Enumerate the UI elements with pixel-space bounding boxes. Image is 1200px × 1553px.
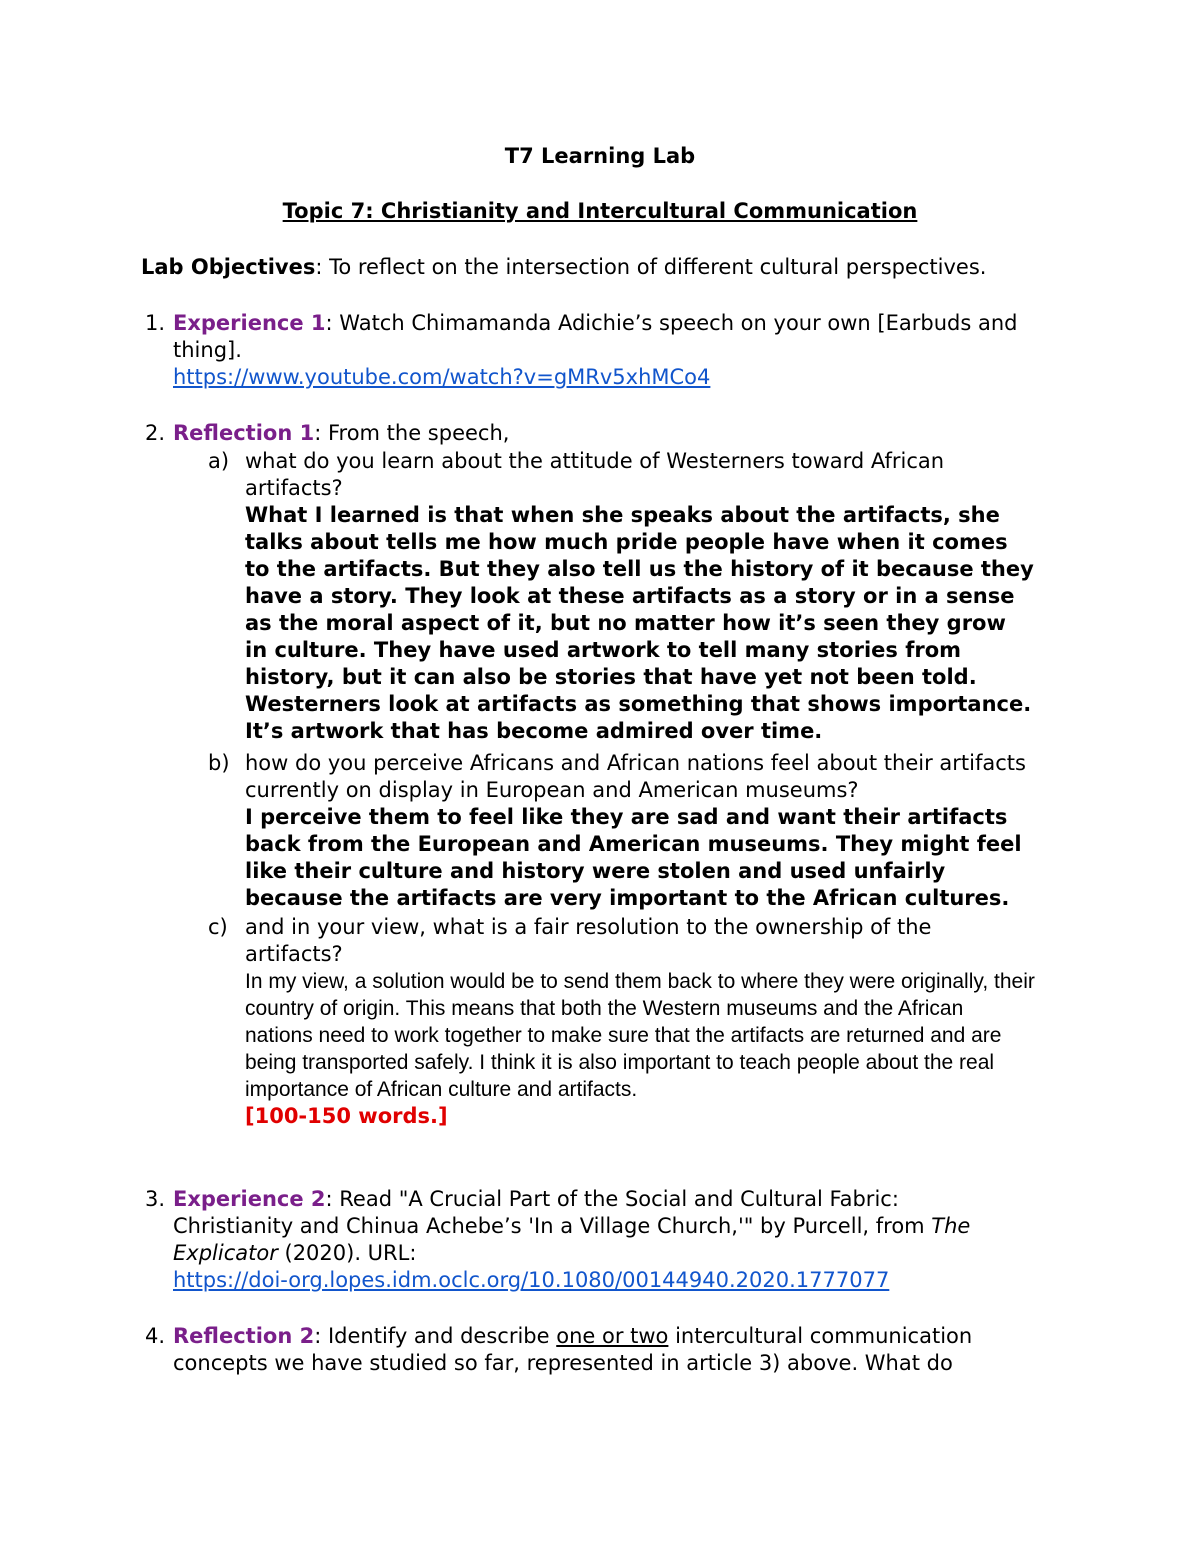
experience-2-label: Experience 2 xyxy=(173,1187,326,1211)
lab-objectives xyxy=(141,252,986,282)
list-item-experience-1 xyxy=(145,310,1073,391)
sub-item-a xyxy=(208,448,1035,745)
sub-item-c xyxy=(208,914,1035,1130)
journal-title: The Explicator xyxy=(173,1214,971,1265)
document-title: T7 Learning Lab xyxy=(504,144,696,168)
youtube-link[interactable]: https://www.youtube.com/watch?v=gMRv5xhMCo4 xyxy=(173,365,711,389)
answer-a: What I learned is that when she speaks about the artifacts, she talks about tells me how much pride people have when it comes to the artifacts. But they also tell us the history of it because they have a story. They look at these artifacts as a story or in a sense as the moral aspect of it, but no matter how it’s seen they grow in culture. They have used artwork to tell many stories from history, but it can also be stories that have yet not been told. Westerners look at artifacts as something that shows importance. It’s artwork that has become admired over time. xyxy=(245,503,1034,743)
reflection-1-label: Reflection 1 xyxy=(173,421,315,445)
list-item-experience-2 xyxy=(145,1186,1003,1294)
item-number: 2. xyxy=(145,421,166,445)
reflection-2-label: Reflection 2 xyxy=(173,1324,315,1348)
question-c: and in your view, what is a fair resolution to the ownership of the artifacts? xyxy=(245,915,932,966)
experience-1-label: Experience 1 xyxy=(173,311,326,335)
sub-item-letter: b) xyxy=(208,751,230,775)
doi-link[interactable]: https://doi-org.lopes.idm.oclc.org/10.1080/00144940.2020.1777077 xyxy=(173,1268,890,1292)
question-a: what do you learn about the attitude of Westerners toward African artifacts? xyxy=(245,449,945,500)
sub-item-b xyxy=(208,750,1045,912)
lab-objectives-text: : To reflect on the intersection of different cultural perspectives. xyxy=(315,255,987,279)
item-number: 3. xyxy=(145,1187,166,1211)
answer-c: In my view, a solution would be to send them back to where they were originally, their country of origin. This means that both the Western museums and the African nations need to work together to make sure that the artifacts are returned and are being transported safely. I think it is also important to teach people about the real importance of African culture and artifacts. xyxy=(245,970,1035,1101)
list-item-reflection-1 xyxy=(145,420,1073,447)
reflection-2-text-before: : Identify and describe xyxy=(314,1324,557,1348)
lab-objectives-label: Lab Objectives xyxy=(141,255,316,279)
answer-b: I perceive them to feel like they are sad and want their artifacts back from the European and American museums. They might feel like their culture and history were stolen and used unfairly because the artifacts are very important to the African cultures. xyxy=(245,805,1022,910)
reflection-2-underlined: one or two xyxy=(556,1324,669,1348)
word-count-note: [100-150 words.] xyxy=(245,1104,448,1128)
experience-2-text-after: (2020). URL: xyxy=(277,1241,417,1265)
reflection-1-text: : From the speech, xyxy=(314,421,510,445)
question-b: how do you perceive Africans and African nations feel about their artifacts currently on display in European and American museums? xyxy=(245,751,1026,802)
item-number: 1. xyxy=(145,311,166,335)
item-number: 4. xyxy=(145,1324,166,1348)
list-item-reflection-2 xyxy=(145,1323,1003,1377)
experience-1-text: : Watch Chimamanda Adichie’s speech on your own [Earbuds and thing]. xyxy=(173,311,1018,362)
sub-item-letter: a) xyxy=(208,449,230,473)
sub-item-letter: c) xyxy=(208,915,228,939)
experience-2-text-before: : Read "A Crucial Part of the Social and Cultural Fabric: Christianity and Chinua Achebe’s 'In a Village Church,'" by Purcell, from xyxy=(173,1187,932,1238)
topic-heading: Topic 7: Christianity and Intercultural Communication xyxy=(282,199,918,223)
reflection-2-text-after: intercultural communication concepts we have studied so far, represented in article 3) above. What do xyxy=(173,1324,973,1375)
